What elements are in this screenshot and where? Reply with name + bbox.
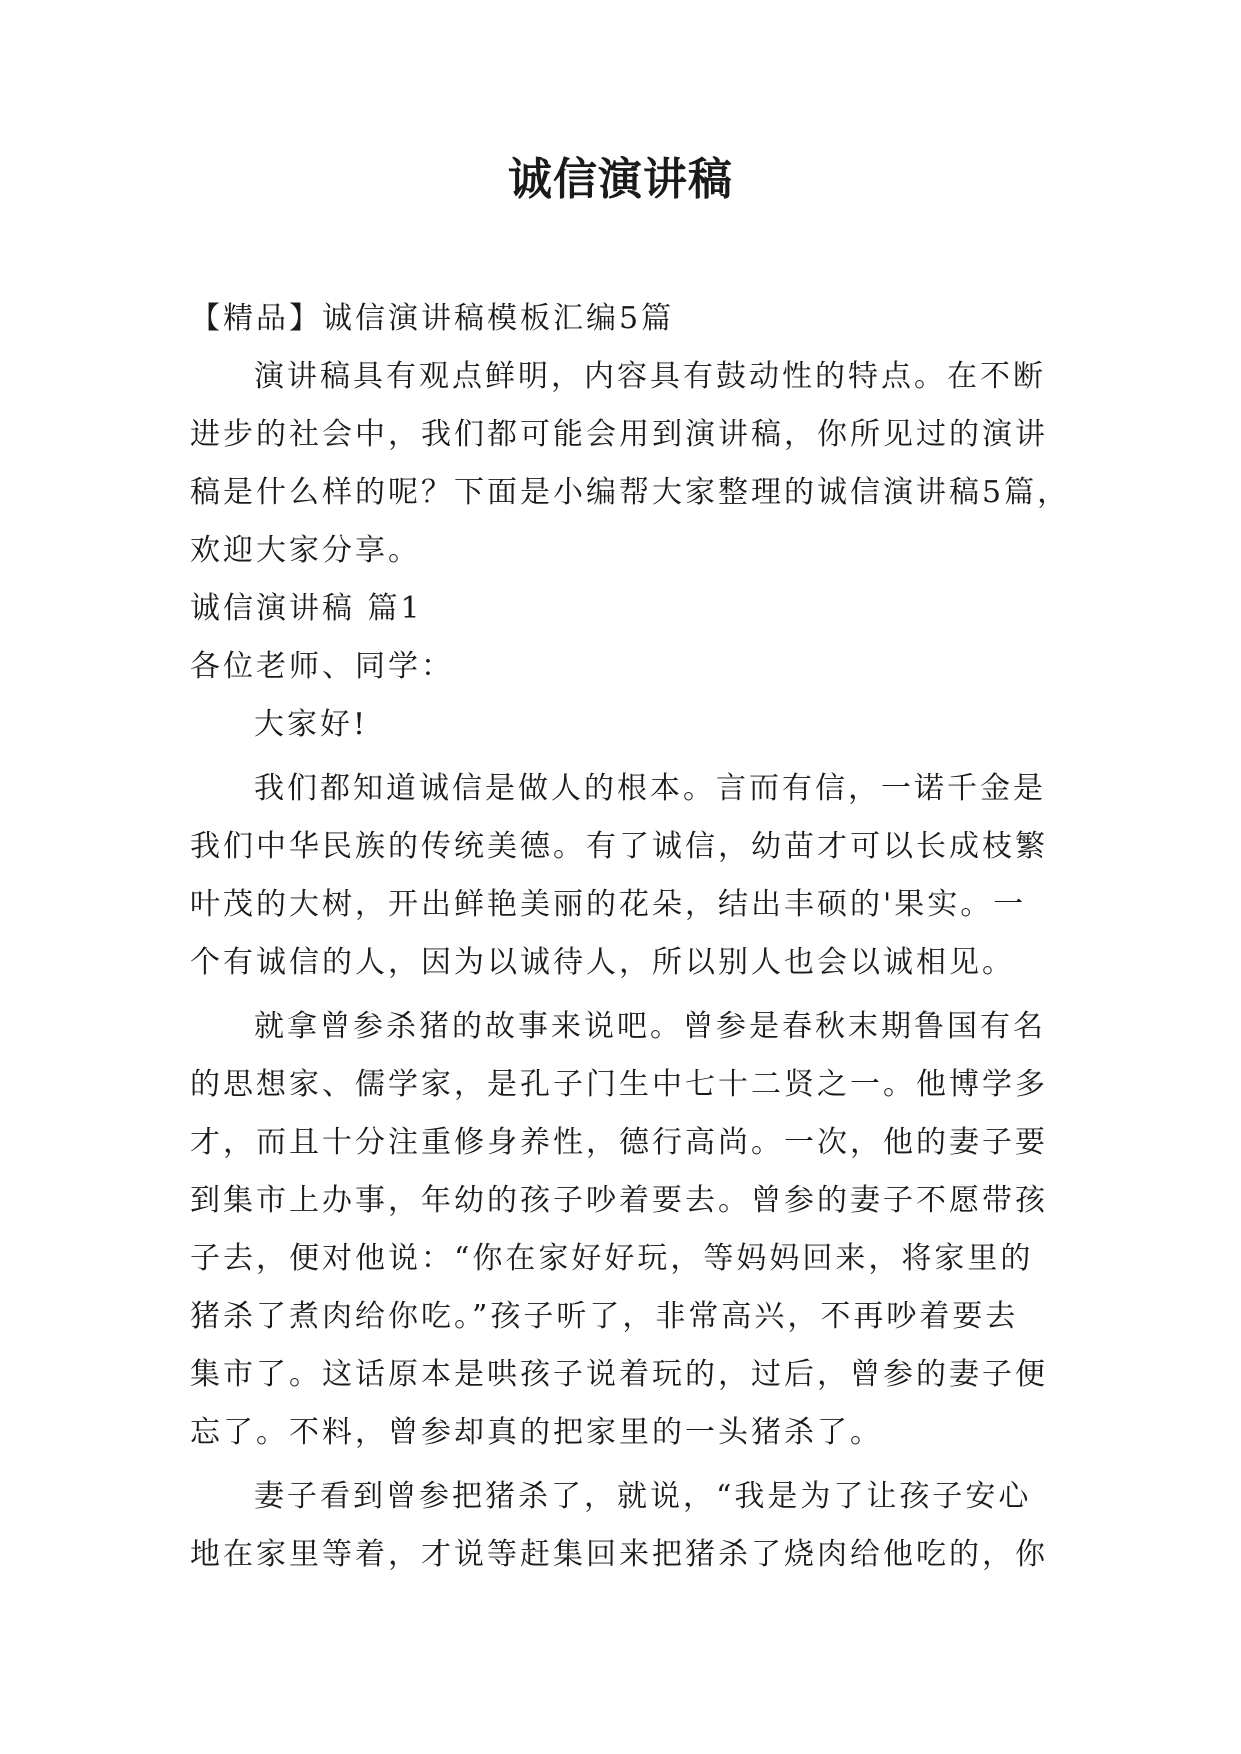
section-heading: 诚信演讲稿 篇1 xyxy=(190,591,423,626)
greeting: 大家好! xyxy=(254,707,369,742)
paragraph-line: 猪杀了煮肉给你吃。”孩子听了，非常高兴，不再吵着要去 xyxy=(190,1299,1019,1334)
intro-paragraph-line: 演讲稿具有观点鲜明，内容具有鼓动性的特点。在不断 xyxy=(254,359,1046,394)
intro-paragraph-line: 欢迎大家分享。 xyxy=(190,533,421,568)
paragraph-line: 地在家里等着，才说等赶集回来把猪杀了烧肉给他吃的，你 xyxy=(190,1537,1048,1572)
paragraph-line: 的思想家、儒学家，是孔子门生中七十二贤之一。他博学多 xyxy=(190,1067,1048,1102)
subtitle-line: 【精品】诚信演讲稿模板汇编5篇 xyxy=(190,301,675,336)
salutation: 各位老师、同学： xyxy=(190,649,454,684)
paragraph-line: 就拿曾参杀猪的故事来说吧。曾参是春秋末期鲁国有名 xyxy=(254,1009,1046,1044)
paragraph-line: 子去，便对他说：“你在家好好玩，等妈妈回来，将家里的 xyxy=(190,1241,1034,1276)
paragraph-line: 到集市上办事，年幼的孩子吵着要去。曾参的妻子不愿带孩 xyxy=(190,1183,1048,1218)
intro-paragraph-line: 稿是什么样的呢？下面是小编帮大家整理的诚信演讲稿5篇， xyxy=(190,475,1071,510)
paragraph-line: 集市了。这话原本是哄孩子说着玩的，过后，曾参的妻子便 xyxy=(190,1357,1048,1392)
paragraph-line: 忘了。不料，曾参却真的把家里的一头猪杀了。 xyxy=(190,1415,883,1450)
paragraph-line: 才，而且十分注重修身养性，德行高尚。一次，他的妻子要 xyxy=(190,1125,1048,1160)
document-title: 诚信演讲稿 xyxy=(508,154,733,205)
document-body xyxy=(190,290,1071,1584)
paragraph-line: 叶茂的大树，开出鲜艳美丽的花朵，结出丰硕的'果实。一 xyxy=(190,887,1027,922)
paragraph-line: 我们中华民族的传统美德。有了诚信，幼苗才可以长成枝繁 xyxy=(190,829,1048,864)
paragraph-line: 妻子看到曾参把猪杀了，就说，“我是为了让孩子安心 xyxy=(254,1479,1032,1514)
intro-paragraph-line: 进步的社会中，我们都可能会用到演讲稿，你所见过的演讲 xyxy=(190,417,1048,452)
paragraph-line: 我们都知道诚信是做人的根本。言而有信，一诺千金是 xyxy=(254,771,1046,806)
paragraph-line: 个有诚信的人，因为以诚待人，所以别人也会以诚相见。 xyxy=(190,945,1015,980)
